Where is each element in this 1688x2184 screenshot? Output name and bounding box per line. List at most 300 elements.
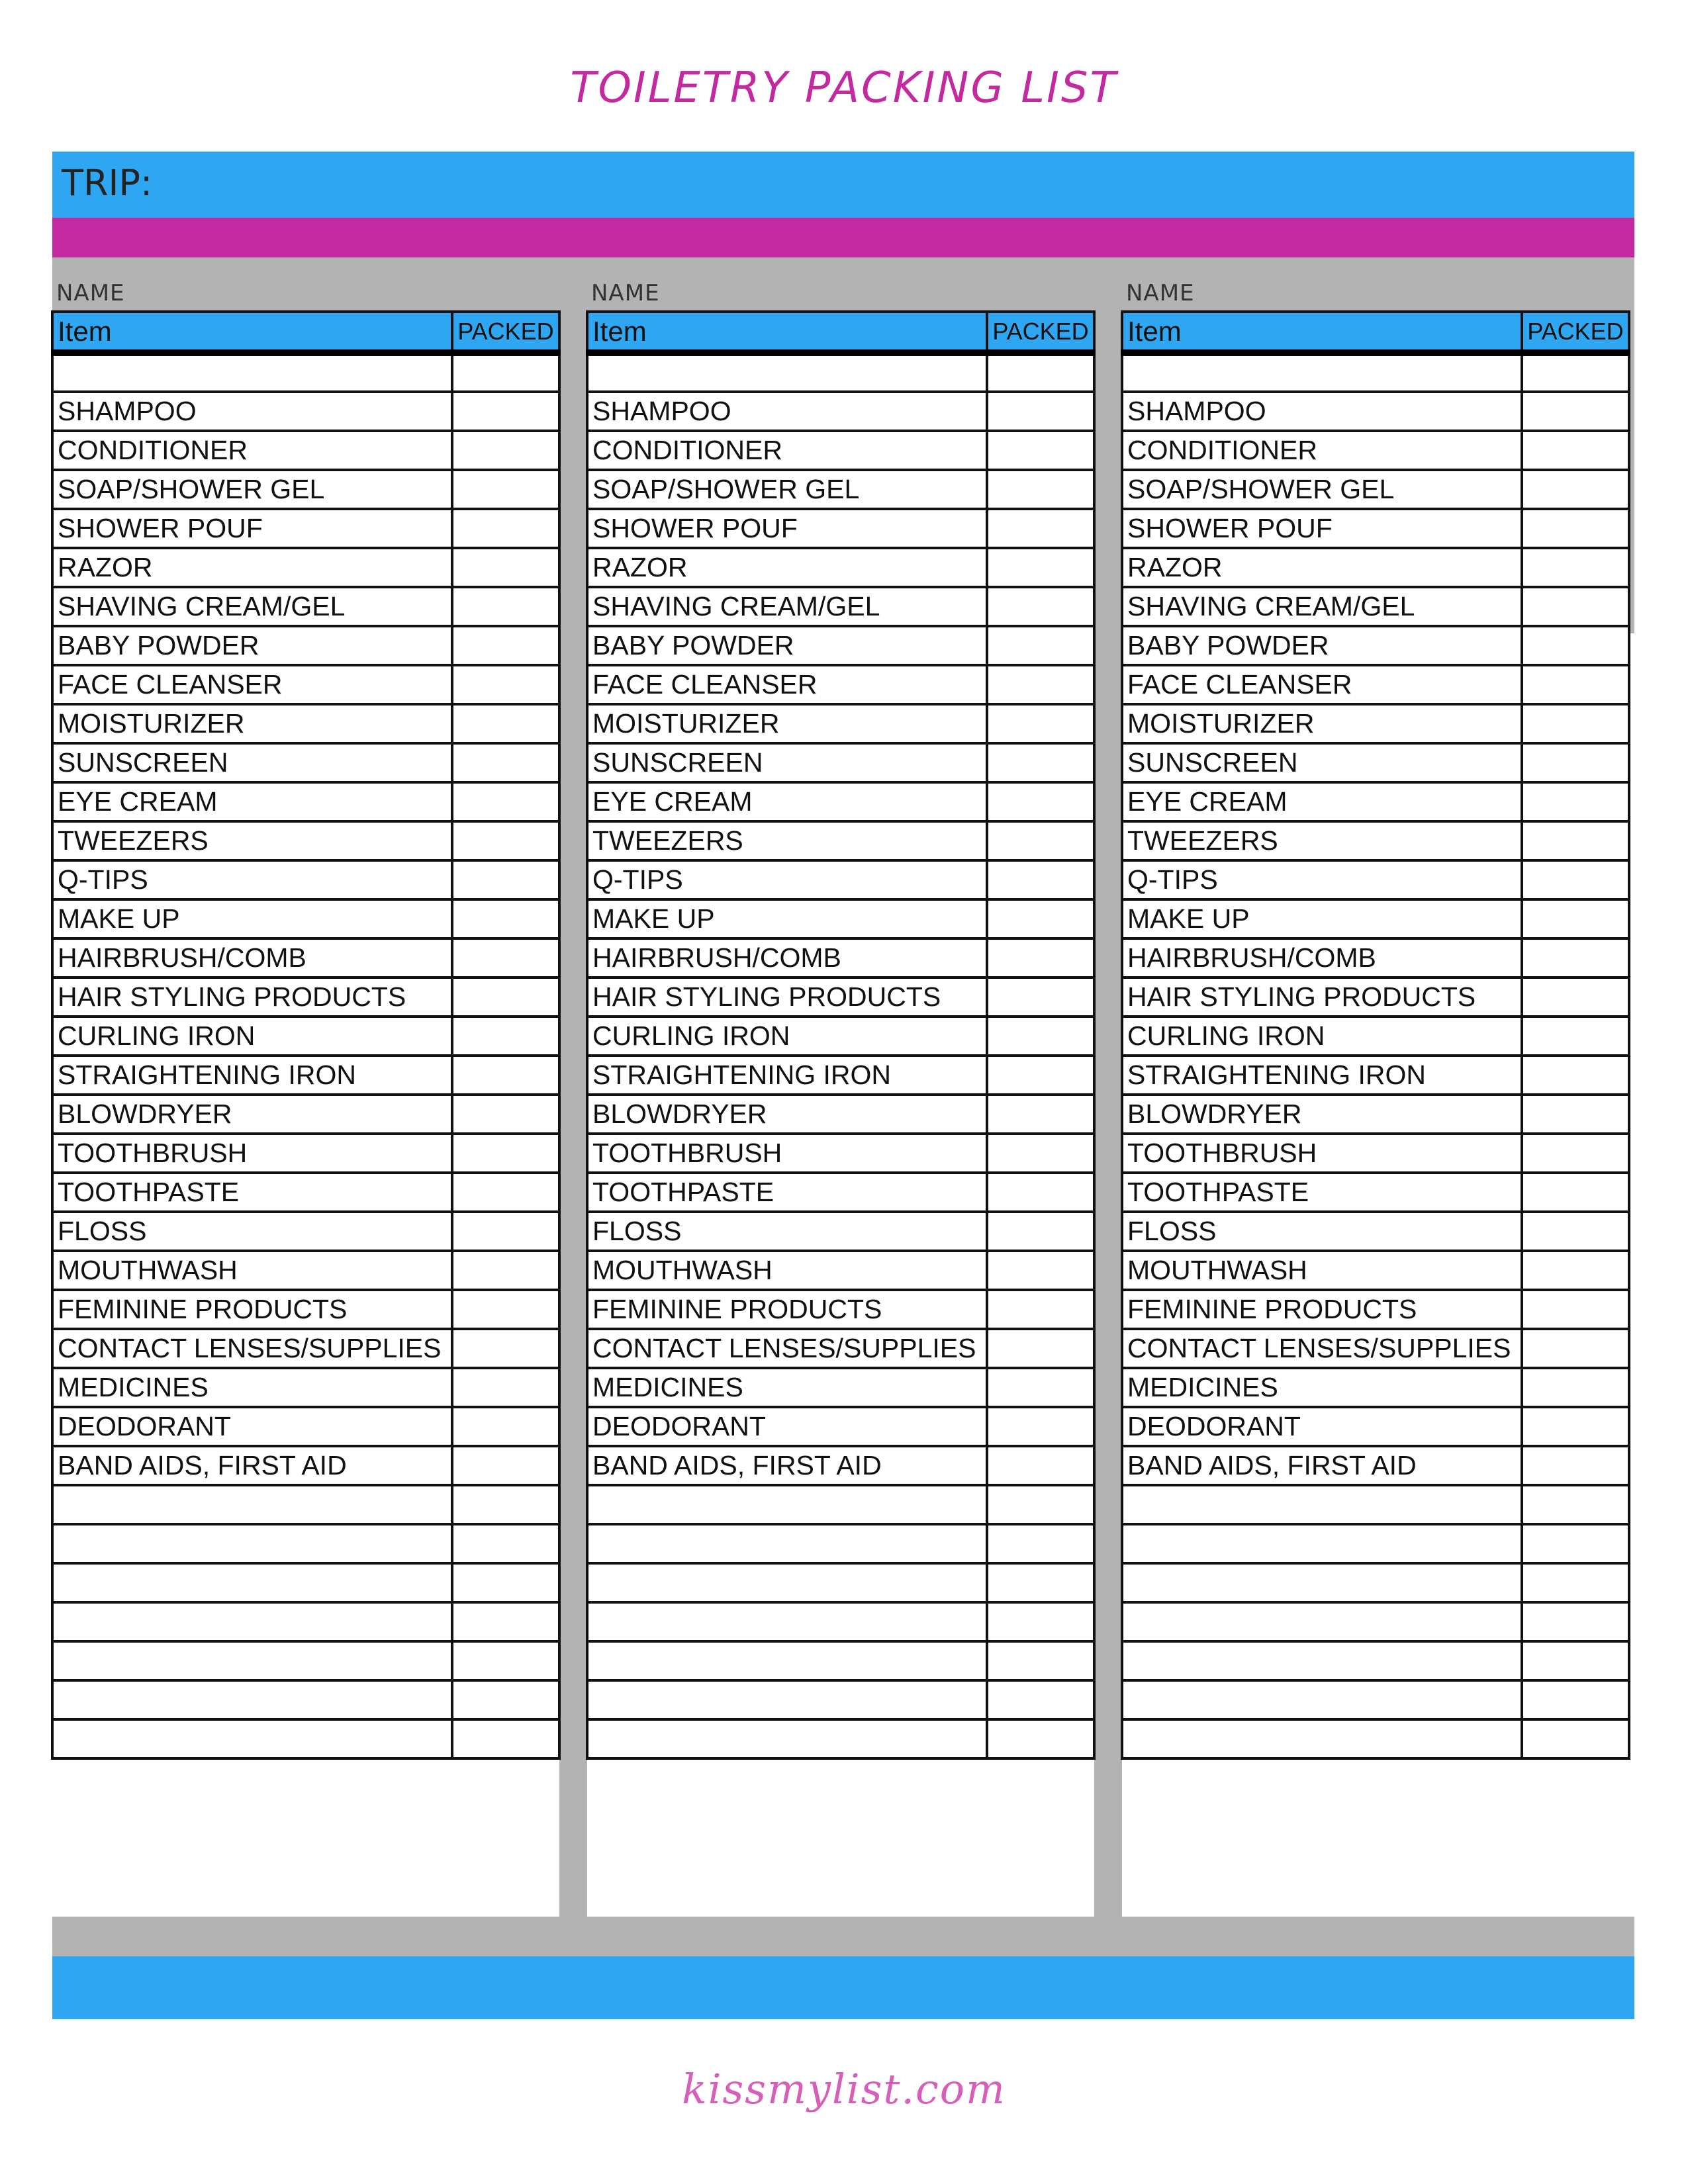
list-item xyxy=(587,899,1094,938)
packed-checkbox-cell[interactable] xyxy=(987,1017,1094,1056)
item-cell[interactable] xyxy=(1122,353,1522,392)
item-cell[interactable] xyxy=(52,1641,452,1680)
packed-checkbox-cell[interactable] xyxy=(987,392,1094,431)
packed-checkbox-cell[interactable] xyxy=(987,548,1094,587)
list-item xyxy=(1122,470,1629,509)
packed-checkbox-cell[interactable] xyxy=(452,782,559,821)
list-item xyxy=(587,1485,1094,1524)
packed-checkbox-cell[interactable] xyxy=(987,1602,1094,1641)
item-cell[interactable] xyxy=(1122,1719,1522,1758)
packed-checkbox-cell[interactable] xyxy=(1522,1563,1629,1602)
item-cell[interactable]: STRAIGHTENING IRON xyxy=(587,1056,987,1095)
packing-table xyxy=(1121,310,1630,1760)
item-cell[interactable]: MOUTHWASH xyxy=(52,1251,452,1290)
packed-checkbox-cell[interactable] xyxy=(987,509,1094,548)
list-item xyxy=(52,782,559,821)
packed-checkbox-cell[interactable] xyxy=(987,1680,1094,1719)
packed-checkbox-cell[interactable] xyxy=(1522,1290,1629,1329)
item-cell[interactable] xyxy=(1122,1602,1522,1641)
packed-checkbox-cell[interactable] xyxy=(1522,1524,1629,1563)
list-item xyxy=(587,1563,1094,1602)
item-cell[interactable]: FACE CLEANSER xyxy=(1122,665,1522,704)
packed-checkbox-cell[interactable] xyxy=(1522,1407,1629,1446)
item-cell[interactable]: BABY POWDER xyxy=(587,626,987,665)
item-cell[interactable] xyxy=(1122,1485,1522,1524)
packed-checkbox-cell[interactable] xyxy=(452,587,559,626)
list-item xyxy=(1122,392,1629,431)
item-cell[interactable]: Q-TIPS xyxy=(1122,860,1522,899)
list-item xyxy=(1122,1368,1629,1407)
packed-checkbox-cell[interactable] xyxy=(1522,353,1629,392)
packed-checkbox-cell[interactable] xyxy=(987,1212,1094,1251)
item-cell[interactable]: FEMININE PRODUCTS xyxy=(587,1290,987,1329)
item-cell[interactable] xyxy=(52,1485,452,1524)
item-cell[interactable]: FLOSS xyxy=(52,1212,452,1251)
item-cell[interactable] xyxy=(587,1563,987,1602)
item-cell[interactable]: FACE CLEANSER xyxy=(587,665,987,704)
list-item xyxy=(587,782,1094,821)
list-item xyxy=(52,704,559,743)
packed-checkbox-cell[interactable] xyxy=(1522,1251,1629,1290)
item-cell[interactable]: CONTACT LENSES/SUPPLIES xyxy=(52,1329,452,1368)
packed-checkbox-cell[interactable] xyxy=(987,821,1094,860)
list-item xyxy=(52,509,559,548)
item-cell[interactable]: MEDICINES xyxy=(1122,1368,1522,1407)
list-item xyxy=(1122,1056,1629,1095)
packed-checkbox-cell[interactable] xyxy=(452,860,559,899)
packed-checkbox-cell[interactable] xyxy=(987,470,1094,509)
list-item xyxy=(1122,1407,1629,1446)
list-item xyxy=(587,1368,1094,1407)
list-item xyxy=(587,470,1094,509)
item-cell[interactable]: Q-TIPS xyxy=(52,860,452,899)
list-item xyxy=(587,1095,1094,1134)
item-cell[interactable]: SUNSCREEN xyxy=(52,743,452,782)
item-cell[interactable] xyxy=(587,1485,987,1524)
item-cell[interactable]: RAZOR xyxy=(1122,548,1522,587)
packed-checkbox-cell[interactable] xyxy=(452,1641,559,1680)
list-item xyxy=(52,1563,559,1602)
item-cell[interactable] xyxy=(52,1680,452,1719)
packed-checkbox-cell[interactable] xyxy=(1522,704,1629,743)
item-cell[interactable]: BAND AIDS, FIRST AID xyxy=(52,1446,452,1485)
list-panel-footer xyxy=(52,1917,1634,1956)
list-item xyxy=(52,1134,559,1173)
item-cell[interactable] xyxy=(1122,1563,1522,1602)
item-cell[interactable]: CONDITIONER xyxy=(587,431,987,470)
packed-checkbox-cell[interactable] xyxy=(1522,978,1629,1017)
list-item xyxy=(587,392,1094,431)
item-cell[interactable]: MEDICINES xyxy=(587,1368,987,1407)
packed-checkbox-cell[interactable] xyxy=(987,1056,1094,1095)
list-item xyxy=(52,1641,559,1680)
item-cell[interactable]: Q-TIPS xyxy=(587,860,987,899)
packed-checkbox-cell[interactable] xyxy=(1522,470,1629,509)
item-cell[interactable]: MOISTURIZER xyxy=(587,704,987,743)
list-item xyxy=(587,1329,1094,1368)
name-label[interactable]: NAME xyxy=(56,280,125,306)
item-cell[interactable]: CURLING IRON xyxy=(1122,1017,1522,1056)
list-item xyxy=(587,1134,1094,1173)
item-cell[interactable]: FLOSS xyxy=(587,1212,987,1251)
packed-checkbox-cell[interactable] xyxy=(452,470,559,509)
list-item xyxy=(52,1524,559,1563)
item-cell[interactable]: SHOWER POUF xyxy=(52,509,452,548)
item-cell[interactable]: TOOTHBRUSH xyxy=(52,1134,452,1173)
list-item xyxy=(52,978,559,1017)
list-item xyxy=(52,548,559,587)
item-cell[interactable] xyxy=(587,1602,987,1641)
packed-checkbox-cell[interactable] xyxy=(987,704,1094,743)
item-cell[interactable]: SHOWER POUF xyxy=(1122,509,1522,548)
packed-checkbox-cell[interactable] xyxy=(452,821,559,860)
list-item xyxy=(587,1641,1094,1680)
packed-checkbox-cell[interactable] xyxy=(452,1329,559,1368)
packed-checkbox-cell[interactable] xyxy=(1522,1719,1629,1758)
packed-checkbox-cell[interactable] xyxy=(1522,1602,1629,1641)
item-cell[interactable]: STRAIGHTENING IRON xyxy=(1122,1056,1522,1095)
list-item xyxy=(52,1095,559,1134)
packed-checkbox-cell[interactable] xyxy=(452,548,559,587)
item-cell[interactable]: SUNSCREEN xyxy=(1122,743,1522,782)
item-cell[interactable]: BABY POWDER xyxy=(1122,626,1522,665)
item-cell[interactable]: FEMININE PRODUCTS xyxy=(1122,1290,1522,1329)
packed-checkbox-cell[interactable] xyxy=(1522,1485,1629,1524)
packed-checkbox-cell[interactable] xyxy=(452,353,559,392)
list-item xyxy=(587,938,1094,978)
item-cell[interactable]: MAKE UP xyxy=(587,899,987,938)
packed-checkbox-cell[interactable] xyxy=(1522,587,1629,626)
packed-checkbox-cell[interactable] xyxy=(452,1095,559,1134)
packed-checkbox-cell[interactable] xyxy=(452,665,559,704)
list-item xyxy=(587,978,1094,1017)
list-item xyxy=(1122,1524,1629,1563)
item-cell[interactable]: RAZOR xyxy=(587,548,987,587)
item-cell[interactable]: TWEEZERS xyxy=(587,821,987,860)
packed-checkbox-cell[interactable] xyxy=(987,353,1094,392)
packed-checkbox-cell[interactable] xyxy=(987,626,1094,665)
list-item xyxy=(1122,1095,1629,1134)
item-cell[interactable]: SOAP/SHOWER GEL xyxy=(587,470,987,509)
packed-checkbox-cell[interactable] xyxy=(987,1368,1094,1407)
packed-checkbox-cell[interactable] xyxy=(987,899,1094,938)
item-cell[interactable]: HAIRBRUSH/COMB xyxy=(52,938,452,978)
trip-bar[interactable] xyxy=(52,152,1634,218)
packed-checkbox-cell[interactable] xyxy=(1522,1329,1629,1368)
list-item xyxy=(52,1290,559,1329)
item-cell[interactable]: TOOTHPASTE xyxy=(1122,1173,1522,1212)
packed-checkbox-cell[interactable] xyxy=(452,1212,559,1251)
item-cell[interactable] xyxy=(52,353,452,392)
packed-checkbox-cell[interactable] xyxy=(987,1719,1094,1758)
name-label[interactable]: NAME xyxy=(1126,280,1195,306)
list-item xyxy=(52,1719,559,1758)
packed-checkbox-cell[interactable] xyxy=(452,1017,559,1056)
packed-checkbox-cell[interactable] xyxy=(987,1524,1094,1563)
packed-checkbox-cell[interactable] xyxy=(452,392,559,431)
list-item xyxy=(587,548,1094,587)
list-item xyxy=(52,665,559,704)
packed-checkbox-cell[interactable] xyxy=(452,509,559,548)
list-item xyxy=(52,1407,559,1446)
list-item xyxy=(52,1680,559,1719)
packed-checkbox-cell[interactable] xyxy=(1522,626,1629,665)
item-cell[interactable]: BAND AIDS, FIRST AID xyxy=(1122,1446,1522,1485)
list-item xyxy=(1122,899,1629,938)
packed-checkbox-cell[interactable] xyxy=(987,1407,1094,1446)
packed-checkbox-cell[interactable] xyxy=(452,1368,559,1407)
item-cell[interactable]: MOISTURIZER xyxy=(52,704,452,743)
packed-checkbox-cell[interactable] xyxy=(1522,1368,1629,1407)
item-cell[interactable]: TOOTHPASTE xyxy=(587,1173,987,1212)
packed-checkbox-cell[interactable] xyxy=(452,1485,559,1524)
packed-checkbox-cell[interactable] xyxy=(1522,1173,1629,1212)
packed-checkbox-cell[interactable] xyxy=(1522,1641,1629,1680)
list-item xyxy=(587,431,1094,470)
list-item xyxy=(1122,1641,1629,1680)
item-cell[interactable]: STRAIGHTENING IRON xyxy=(52,1056,452,1095)
item-cell[interactable]: FACE CLEANSER xyxy=(52,665,452,704)
item-cell[interactable] xyxy=(587,1524,987,1563)
item-cell[interactable] xyxy=(1122,1524,1522,1563)
packed-checkbox-cell[interactable] xyxy=(1522,392,1629,431)
list-item xyxy=(1122,978,1629,1017)
item-cell[interactable]: RAZOR xyxy=(52,548,452,587)
item-cell[interactable]: BLOWDRYER xyxy=(52,1095,452,1134)
item-cell[interactable]: MOUTHWASH xyxy=(587,1251,987,1290)
packed-checkbox-cell[interactable] xyxy=(987,1641,1094,1680)
panel-gutter-1 xyxy=(559,257,587,1917)
item-cell[interactable] xyxy=(52,1719,452,1758)
item-cell[interactable]: BAND AIDS, FIRST AID xyxy=(587,1446,987,1485)
packed-checkbox-cell[interactable] xyxy=(452,899,559,938)
packed-checkbox-cell[interactable] xyxy=(1522,431,1629,470)
item-cell[interactable] xyxy=(587,1680,987,1719)
packed-checkbox-cell[interactable] xyxy=(1522,938,1629,978)
list-item xyxy=(1122,1719,1629,1758)
list-item xyxy=(1122,1290,1629,1329)
item-cell[interactable]: SHAVING CREAM/GEL xyxy=(52,587,452,626)
packed-checkbox-cell[interactable] xyxy=(987,782,1094,821)
item-cell[interactable]: DEODORANT xyxy=(587,1407,987,1446)
item-cell[interactable]: CONTACT LENSES/SUPPLIES xyxy=(587,1329,987,1368)
packed-checkbox-cell[interactable] xyxy=(452,626,559,665)
item-cell[interactable] xyxy=(52,1563,452,1602)
item-cell[interactable]: EYE CREAM xyxy=(587,782,987,821)
packed-checkbox-cell[interactable] xyxy=(452,1563,559,1602)
packed-checkbox-cell[interactable] xyxy=(987,1134,1094,1173)
item-cell[interactable] xyxy=(587,1719,987,1758)
packed-checkbox-cell[interactable] xyxy=(987,665,1094,704)
item-cell[interactable]: TWEEZERS xyxy=(52,821,452,860)
packed-checkbox-cell[interactable] xyxy=(987,1446,1094,1485)
packed-checkbox-cell[interactable] xyxy=(452,1290,559,1329)
item-cell[interactable]: SOAP/SHOWER GEL xyxy=(52,470,452,509)
packed-column-header: PACKED xyxy=(1522,312,1629,353)
list-item xyxy=(1122,1446,1629,1485)
packed-checkbox-cell[interactable] xyxy=(987,1095,1094,1134)
list-item xyxy=(52,938,559,978)
packed-checkbox-cell[interactable] xyxy=(452,1602,559,1641)
item-cell[interactable]: DEODORANT xyxy=(1122,1407,1522,1446)
packed-checkbox-cell[interactable] xyxy=(987,1329,1094,1368)
packed-checkbox-cell[interactable] xyxy=(452,1134,559,1173)
item-cell[interactable]: HAIRBRUSH/COMB xyxy=(1122,938,1522,978)
packed-checkbox-cell[interactable] xyxy=(1522,1212,1629,1251)
item-cell[interactable]: EYE CREAM xyxy=(52,782,452,821)
item-cell[interactable]: MEDICINES xyxy=(52,1368,452,1407)
item-cell[interactable]: SHAMPOO xyxy=(1122,392,1522,431)
packed-checkbox-cell[interactable] xyxy=(987,1290,1094,1329)
footer-website: kissmylist.com xyxy=(682,2065,1006,2113)
item-cell[interactable] xyxy=(1122,1641,1522,1680)
packed-checkbox-cell[interactable] xyxy=(1522,782,1629,821)
packed-checkbox-cell[interactable] xyxy=(1522,860,1629,899)
item-cell[interactable]: BABY POWDER xyxy=(52,626,452,665)
packed-checkbox-cell[interactable] xyxy=(452,1251,559,1290)
packed-checkbox-cell[interactable] xyxy=(452,1680,559,1719)
list-item xyxy=(1122,1329,1629,1368)
list-item xyxy=(1122,860,1629,899)
packed-checkbox-cell[interactable] xyxy=(987,938,1094,978)
list-item xyxy=(52,899,559,938)
item-cell[interactable]: TOOTHPASTE xyxy=(52,1173,452,1212)
packed-checkbox-cell[interactable] xyxy=(1522,1017,1629,1056)
list-item xyxy=(52,1251,559,1290)
packed-checkbox-cell[interactable] xyxy=(987,978,1094,1017)
list-item xyxy=(587,1602,1094,1641)
list-item xyxy=(52,1212,559,1251)
packing-table xyxy=(586,310,1096,1760)
item-cell[interactable]: BLOWDRYER xyxy=(587,1095,987,1134)
name-label[interactable]: NAME xyxy=(591,280,660,306)
packed-checkbox-cell[interactable] xyxy=(452,431,559,470)
item-cell[interactable] xyxy=(52,1602,452,1641)
packed-checkbox-cell[interactable] xyxy=(452,1056,559,1095)
list-item xyxy=(1122,548,1629,587)
list-item xyxy=(587,1446,1094,1485)
list-item xyxy=(52,1368,559,1407)
item-cell[interactable]: MOISTURIZER xyxy=(1122,704,1522,743)
list-item xyxy=(1122,626,1629,665)
packed-checkbox-cell[interactable] xyxy=(987,743,1094,782)
item-cell[interactable]: SHAMPOO xyxy=(52,392,452,431)
item-cell[interactable]: SHAVING CREAM/GEL xyxy=(587,587,987,626)
item-cell[interactable]: MAKE UP xyxy=(52,899,452,938)
item-cell[interactable]: HAIR STYLING PRODUCTS xyxy=(587,978,987,1017)
item-cell[interactable]: HAIR STYLING PRODUCTS xyxy=(1122,978,1522,1017)
list-item xyxy=(1122,1017,1629,1056)
packed-checkbox-cell[interactable] xyxy=(1522,1056,1629,1095)
list-item xyxy=(587,626,1094,665)
item-cell[interactable]: EYE CREAM xyxy=(1122,782,1522,821)
item-cell[interactable]: SHOWER POUF xyxy=(587,509,987,548)
packed-checkbox-cell[interactable] xyxy=(987,587,1094,626)
packed-checkbox-cell[interactable] xyxy=(452,938,559,978)
list-item xyxy=(1122,665,1629,704)
item-cell[interactable] xyxy=(52,1524,452,1563)
packed-checkbox-cell[interactable] xyxy=(452,978,559,1017)
table-header-row xyxy=(1122,312,1629,353)
item-cell[interactable]: FEMININE PRODUCTS xyxy=(52,1290,452,1329)
list-item xyxy=(52,587,559,626)
packed-checkbox-cell[interactable] xyxy=(987,1173,1094,1212)
item-cell[interactable]: TOOTHBRUSH xyxy=(587,1134,987,1173)
item-cell[interactable]: DEODORANT xyxy=(52,1407,452,1446)
packed-checkbox-cell[interactable] xyxy=(1522,1446,1629,1485)
list-item xyxy=(1122,1212,1629,1251)
item-cell[interactable]: CONDITIONER xyxy=(52,431,452,470)
packed-checkbox-cell[interactable] xyxy=(452,743,559,782)
item-cell[interactable]: CURLING IRON xyxy=(52,1017,452,1056)
item-cell[interactable]: CONDITIONER xyxy=(1122,431,1522,470)
item-cell[interactable] xyxy=(1122,1680,1522,1719)
packed-checkbox-cell[interactable] xyxy=(987,1485,1094,1524)
item-cell[interactable]: MOUTHWASH xyxy=(1122,1251,1522,1290)
list-item xyxy=(1122,1173,1629,1212)
packed-checkbox-cell[interactable] xyxy=(987,860,1094,899)
item-cell[interactable]: SHAMPOO xyxy=(587,392,987,431)
packed-checkbox-cell[interactable] xyxy=(1522,821,1629,860)
item-cell[interactable]: SHAVING CREAM/GEL xyxy=(1122,587,1522,626)
packed-checkbox-cell[interactable] xyxy=(1522,665,1629,704)
item-column-header: Item xyxy=(1122,312,1522,353)
packed-checkbox-cell[interactable] xyxy=(452,1446,559,1485)
packed-checkbox-cell[interactable] xyxy=(987,1563,1094,1602)
list-item xyxy=(52,431,559,470)
list-item xyxy=(587,1017,1094,1056)
page-title: TOILETRY PACKING LIST xyxy=(570,64,1118,113)
packed-checkbox-cell[interactable] xyxy=(1522,1095,1629,1134)
packed-checkbox-cell[interactable] xyxy=(452,704,559,743)
packed-checkbox-cell[interactable] xyxy=(452,1407,559,1446)
packed-checkbox-cell[interactable] xyxy=(452,1524,559,1563)
item-cell[interactable] xyxy=(587,353,987,392)
item-cell[interactable]: CONTACT LENSES/SUPPLIES xyxy=(1122,1329,1522,1368)
list-item xyxy=(1122,821,1629,860)
list-item xyxy=(52,743,559,782)
list-item xyxy=(587,743,1094,782)
item-cell[interactable]: TWEEZERS xyxy=(1122,821,1522,860)
packed-checkbox-cell[interactable] xyxy=(987,431,1094,470)
item-cell[interactable]: SUNSCREEN xyxy=(587,743,987,782)
item-cell[interactable] xyxy=(587,1641,987,1680)
packed-checkbox-cell[interactable] xyxy=(452,1719,559,1758)
item-cell[interactable]: TOOTHBRUSH xyxy=(1122,1134,1522,1173)
list-item xyxy=(1122,509,1629,548)
packed-checkbox-cell[interactable] xyxy=(987,1251,1094,1290)
item-cell[interactable]: HAIR STYLING PRODUCTS xyxy=(52,978,452,1017)
item-cell[interactable]: MAKE UP xyxy=(1122,899,1522,938)
packed-checkbox-cell[interactable] xyxy=(1522,1680,1629,1719)
list-item xyxy=(587,1524,1094,1563)
packed-checkbox-cell[interactable] xyxy=(1522,899,1629,938)
list-item xyxy=(587,1173,1094,1212)
item-cell[interactable]: CURLING IRON xyxy=(587,1017,987,1056)
packed-checkbox-cell[interactable] xyxy=(1522,743,1629,782)
item-cell[interactable]: HAIRBRUSH/COMB xyxy=(587,938,987,978)
item-cell[interactable]: FLOSS xyxy=(1122,1212,1522,1251)
item-cell[interactable]: BLOWDRYER xyxy=(1122,1095,1522,1134)
item-cell[interactable]: SOAP/SHOWER GEL xyxy=(1122,470,1522,509)
list-item xyxy=(587,1719,1094,1758)
packed-checkbox-cell[interactable] xyxy=(1522,548,1629,587)
packed-checkbox-cell[interactable] xyxy=(1522,509,1629,548)
packed-checkbox-cell[interactable] xyxy=(452,1173,559,1212)
packed-checkbox-cell[interactable] xyxy=(1522,1134,1629,1173)
list-item xyxy=(1122,1680,1629,1719)
list-item xyxy=(587,1056,1094,1095)
